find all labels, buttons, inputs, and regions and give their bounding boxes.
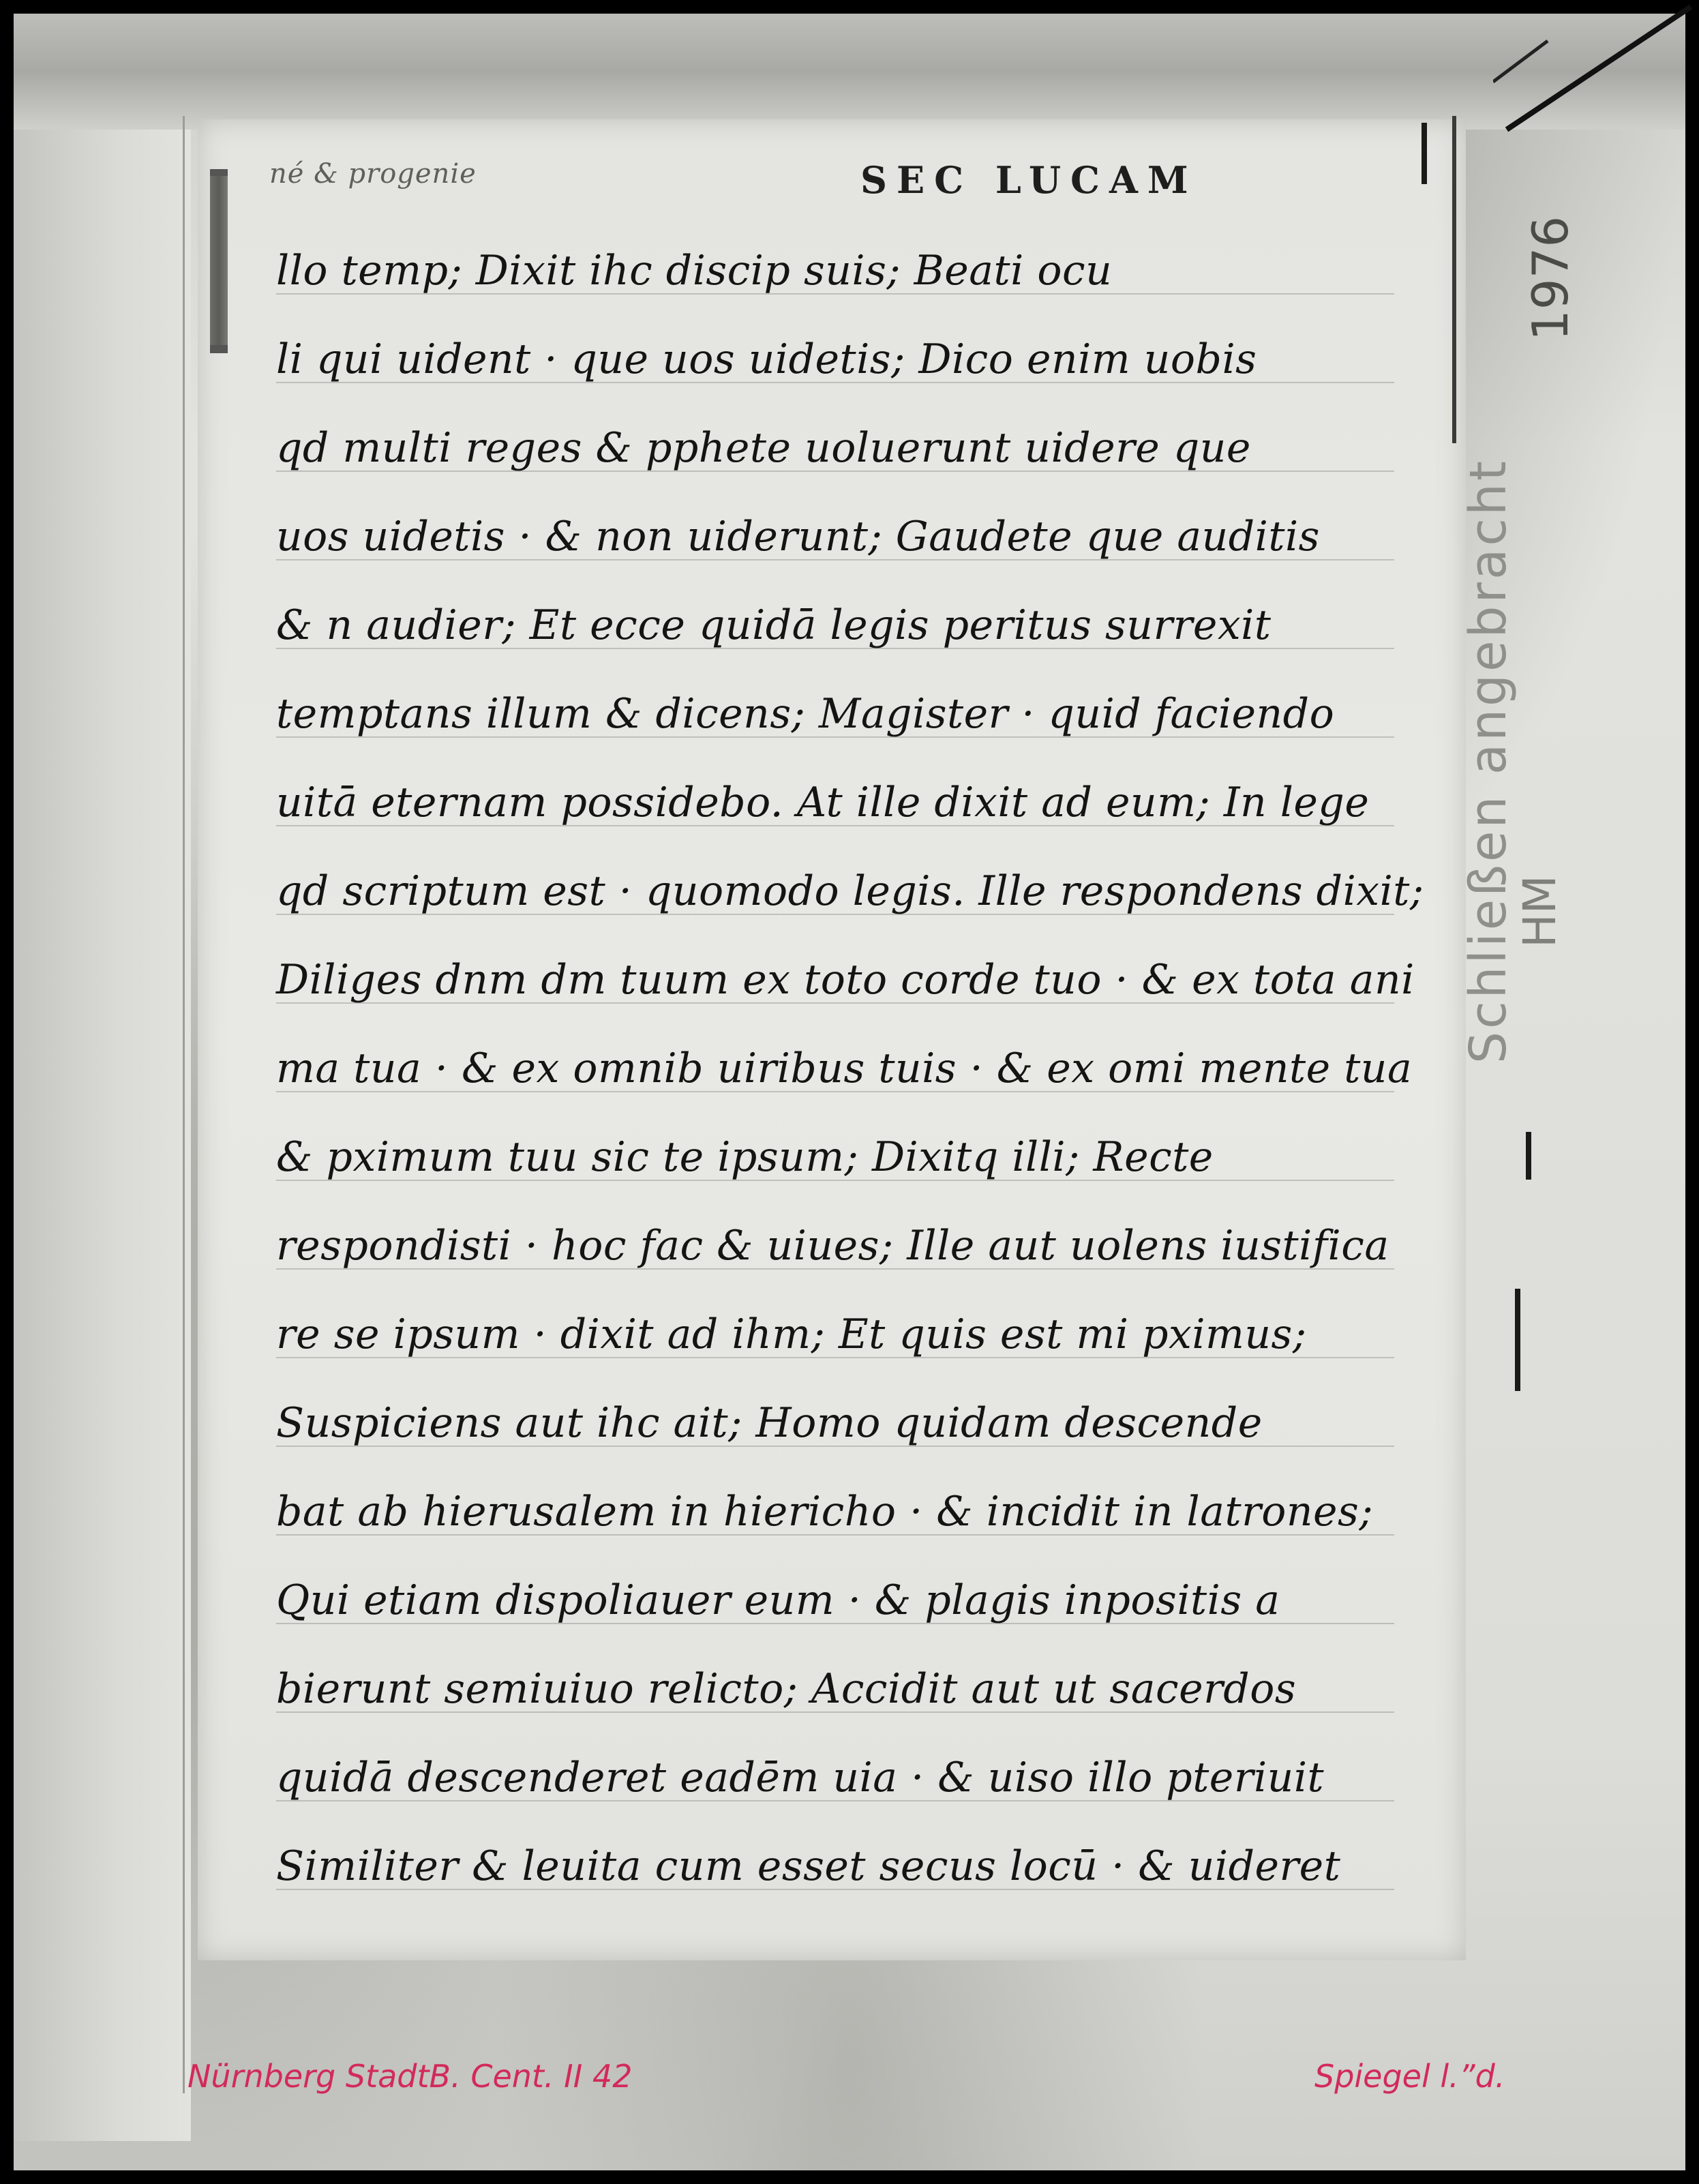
text-line-3: qd multi reges & pphete uoluerunt uidere que (276, 424, 1251, 472)
margin-tick-mark (1515, 1289, 1520, 1391)
initial-letter-i (210, 169, 228, 353)
margin-note-initials: HM (1514, 875, 1566, 948)
binding-left-strip (14, 130, 191, 2141)
text-line-18: quidā descenderet eadēm uia · & uiso illo pteriuit (276, 1754, 1325, 1801)
text-line-8: qd scriptum est · quomodo legis. Ille respondens dixit; (276, 867, 1424, 915)
text-line-10: ma tua · & ex omnib uiribus tuis · & ex omi mente tua (276, 1045, 1413, 1092)
text-line-13: re se ipsum · dixit ad ihm; Et quis est mi pximus; (276, 1311, 1307, 1358)
text-line-2: li qui uident · que uos uidetis; Dico enim uobis (276, 335, 1257, 383)
text-line-12: respondisti · hoc fac & uiues; Ille aut uolens iustifica (276, 1222, 1389, 1270)
running-head: SEC LUCAM (860, 158, 1198, 202)
corner-rule-line (1493, 0, 1698, 136)
text-line-5: & n audier; Et ecce quidā legis peritus surrexit (276, 601, 1272, 649)
margin-tick-mark (1526, 1132, 1531, 1180)
margin-note-year: 1976 (1522, 215, 1579, 341)
text-line-9: Diliges dnm dm tuum ex toto corde tuo · & ex tota ani (276, 956, 1415, 1004)
page-edge-mark (1452, 116, 1456, 443)
margin-note-clasps: Schließen angebracht (1459, 458, 1518, 1064)
archive-shelfmark: Nürnberg StadtB. Cent. II 42 (187, 2058, 633, 2095)
archive-note: Spiegel l.”d. (1314, 2058, 1505, 2095)
text-line-6: temptans illum & dicens; Magister · quid faciendo (276, 690, 1335, 738)
text-line-1: llo temp; Dixit ihc discip suis; Beati ocu (276, 247, 1113, 295)
header-note: né & progenie (269, 158, 477, 190)
text-line-7: uitā eternam possidebo. At ille dixit ad eum; In lege (276, 779, 1370, 826)
text-line-4: uos uidetis · & non uiderunt; Gaudete que auditis (276, 513, 1320, 560)
text-line-11: & pximum tuu sic te ipsum; Dixitq illi; Recte (276, 1133, 1214, 1181)
binding-top-band (14, 14, 1685, 130)
margin-tick-mark (1422, 123, 1427, 184)
text-line-15: bat ab hierusalem in hiericho · & incidit in latrones; (276, 1488, 1374, 1536)
text-line-16: Qui etiam dispoliauer eum · & plagis inpositis a (276, 1576, 1280, 1624)
text-line-17: bierunt semiuiuo relicto; Accidit aut ut sacerdos (276, 1665, 1297, 1713)
text-line-14: Suspiciens aut ihc ait; Homo quidam descende (276, 1399, 1263, 1447)
page-fold-line (183, 116, 185, 2093)
text-line-19: Similiter & leuita cum esset secus locū · & uideret (276, 1842, 1341, 1890)
